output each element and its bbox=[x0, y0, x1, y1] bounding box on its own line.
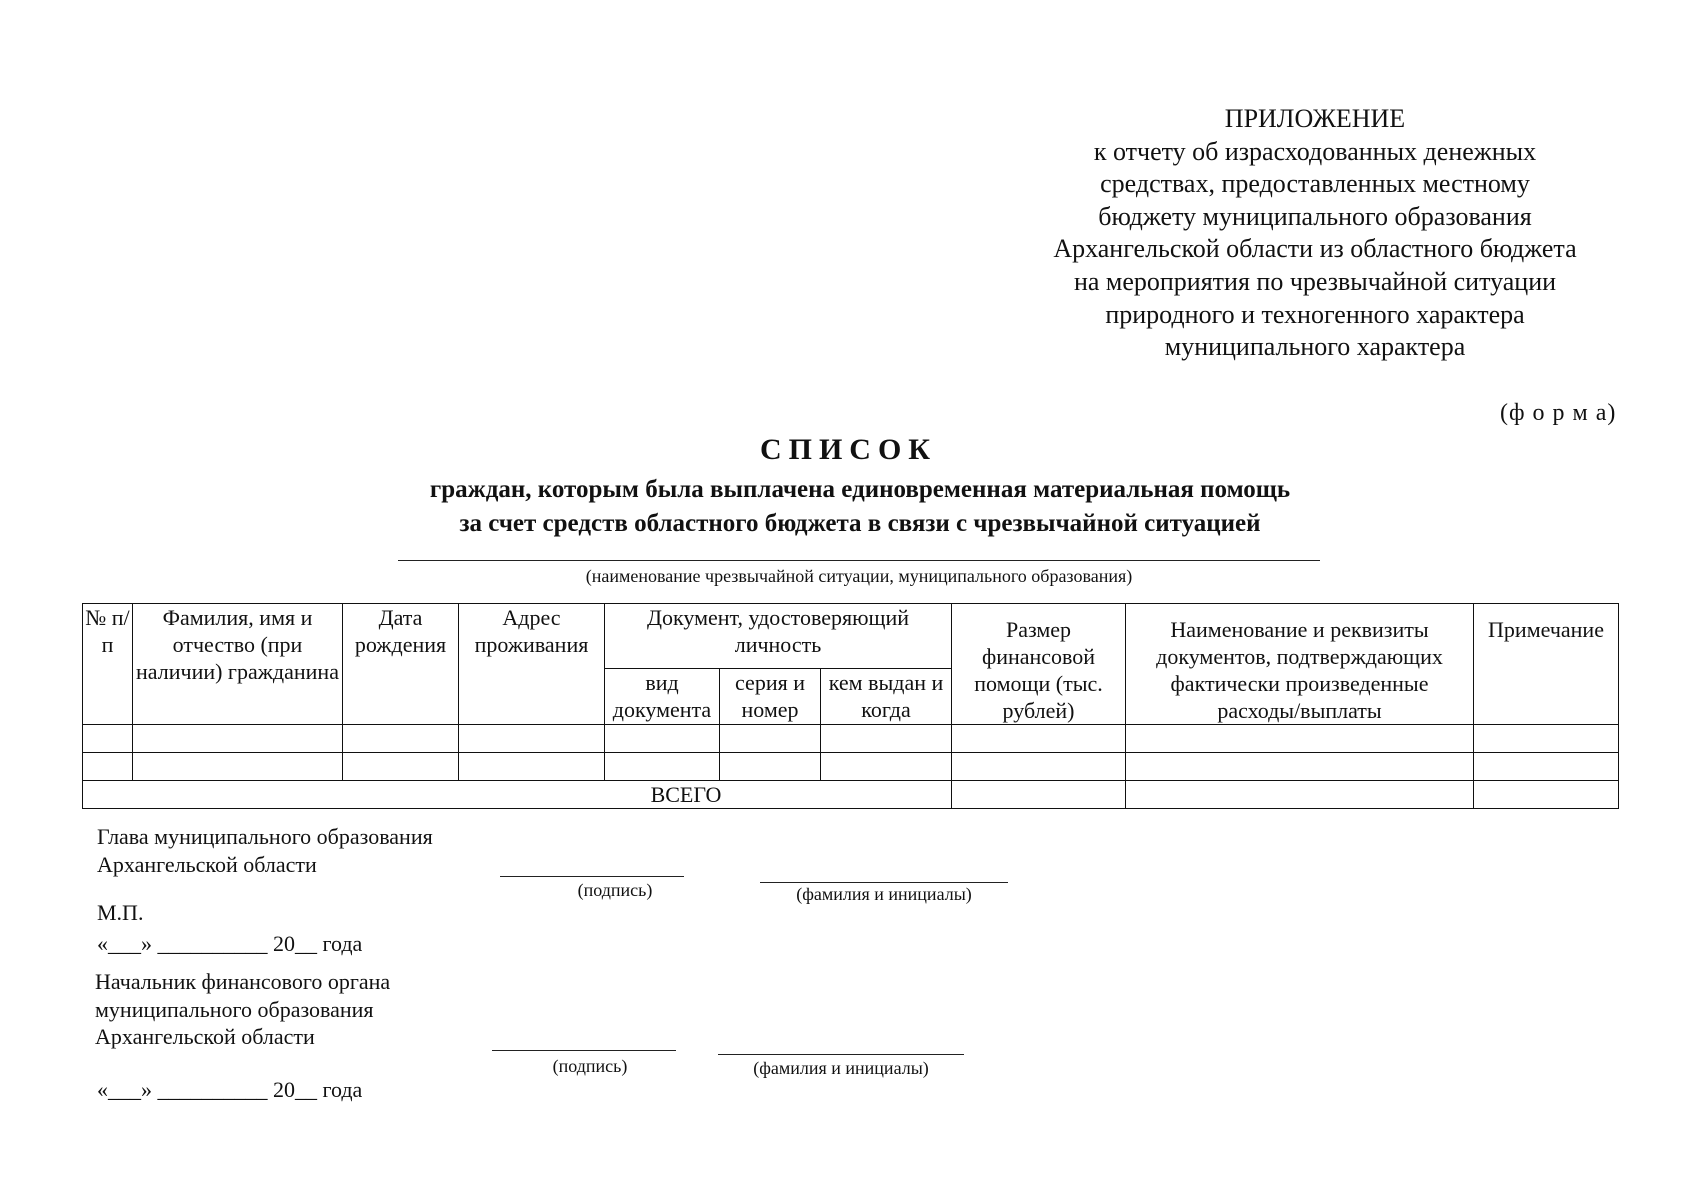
table-cell[interactable] bbox=[720, 753, 821, 781]
form-mark: (ф о р м а) bbox=[1500, 400, 1617, 426]
appendix-line: природного и техногенного характера bbox=[1105, 299, 1525, 329]
header-aid-amount: Размер финансовой помощи (тыс. рублей) bbox=[952, 604, 1126, 725]
table-cell[interactable] bbox=[343, 753, 459, 781]
document-title: СПИСОК bbox=[759, 433, 938, 466]
table-cell[interactable] bbox=[459, 753, 605, 781]
total-label: ВСЕГО bbox=[83, 781, 952, 809]
appendix-header bbox=[1010, 103, 1620, 364]
header-full-name: Фамилия, имя и отчество (при наличии) гражданина bbox=[133, 604, 343, 725]
table-cell[interactable] bbox=[605, 725, 720, 753]
appendix-line: ПРИЛОЖЕНИЕ bbox=[1224, 104, 1406, 133]
header-doc-type: вид документа bbox=[605, 669, 720, 725]
table-cell[interactable] bbox=[821, 725, 952, 753]
seal-mark: М.П. bbox=[97, 900, 144, 925]
header-note: Примечание bbox=[1474, 604, 1619, 725]
header-doc-series: серия и номер bbox=[720, 669, 821, 725]
appendix-line: муниципального характера bbox=[1164, 332, 1466, 362]
appendix-line: на мероприятия по чрезвычайной ситуации bbox=[1073, 266, 1557, 296]
header-identity-document: Документ, удостоверяющий личность bbox=[605, 604, 952, 669]
header-num: № п/п bbox=[83, 604, 133, 725]
appendix-line: бюджету муниципального образования bbox=[1098, 201, 1532, 231]
situation-fill-line bbox=[398, 560, 1320, 561]
finance-title-line: Начальник финансового органа bbox=[95, 969, 391, 994]
table-row bbox=[83, 725, 1619, 753]
finance-title-line: муниципального образования bbox=[95, 997, 374, 1022]
name-line bbox=[718, 1054, 964, 1055]
header-address: Адрес проживания bbox=[459, 604, 605, 725]
appendix-line: средствах, предоставленных местному bbox=[1100, 169, 1530, 199]
table-cell[interactable] bbox=[1474, 753, 1619, 781]
date-line: «___» __________ 20__ года bbox=[97, 931, 363, 956]
total-row bbox=[83, 781, 1619, 809]
signature-line bbox=[500, 876, 684, 877]
document-subtitle: за счет средств областного бюджета в связи с чрезвычайной ситуацией bbox=[459, 510, 1261, 537]
table-cell[interactable] bbox=[605, 753, 720, 781]
table-cell[interactable] bbox=[1126, 753, 1474, 781]
table-cell[interactable] bbox=[952, 725, 1126, 753]
table-cell[interactable] bbox=[1126, 781, 1474, 809]
name-caption: (фамилия и инициалы) bbox=[753, 1058, 929, 1078]
appendix-line: к отчету об израсходованных денежных bbox=[1093, 136, 1537, 166]
name-caption: (фамилия и инициалы) bbox=[796, 884, 972, 904]
table-cell[interactable] bbox=[83, 753, 133, 781]
table-cell[interactable] bbox=[133, 753, 343, 781]
table-cell[interactable] bbox=[1474, 781, 1619, 809]
signature-caption: (подпись) bbox=[552, 1056, 628, 1076]
table-cell[interactable] bbox=[343, 725, 459, 753]
table-row bbox=[83, 753, 1619, 781]
finance-title-line: Архангельской области bbox=[95, 1024, 315, 1049]
table-cell[interactable] bbox=[720, 725, 821, 753]
table-cell[interactable] bbox=[1474, 725, 1619, 753]
header-doc-issued: кем выдан и когда bbox=[821, 669, 952, 725]
header-expense-documents: Наименование и реквизиты документов, подтверждающих фактически произведенные расходы/выплаты bbox=[1126, 604, 1474, 725]
head-title-line: Архангельской области bbox=[97, 852, 317, 877]
situation-caption: (наименование чрезвычайной ситуации, муниципального образования) bbox=[585, 566, 1133, 586]
signature-caption: (подпись) bbox=[577, 880, 653, 900]
table-cell[interactable] bbox=[952, 753, 1126, 781]
table-cell[interactable] bbox=[133, 725, 343, 753]
document-subtitle: граждан, которым была выплачена единовременная материальная помощь bbox=[429, 476, 1291, 503]
table-cell[interactable] bbox=[459, 725, 605, 753]
table-cell[interactable] bbox=[1126, 725, 1474, 753]
citizens-table bbox=[82, 603, 1619, 809]
name-line bbox=[760, 882, 1008, 883]
signature-line bbox=[492, 1050, 676, 1051]
total-amount-cell[interactable] bbox=[952, 781, 1126, 809]
head-title-line: Глава муниципального образования bbox=[97, 824, 433, 849]
table-cell[interactable] bbox=[821, 753, 952, 781]
table-cell[interactable] bbox=[83, 725, 133, 753]
appendix-line: Архангельской области из областного бюджета bbox=[1053, 234, 1577, 264]
date-line: «___» __________ 20__ года bbox=[97, 1077, 363, 1102]
header-birth-date: Дата рождения bbox=[343, 604, 459, 725]
